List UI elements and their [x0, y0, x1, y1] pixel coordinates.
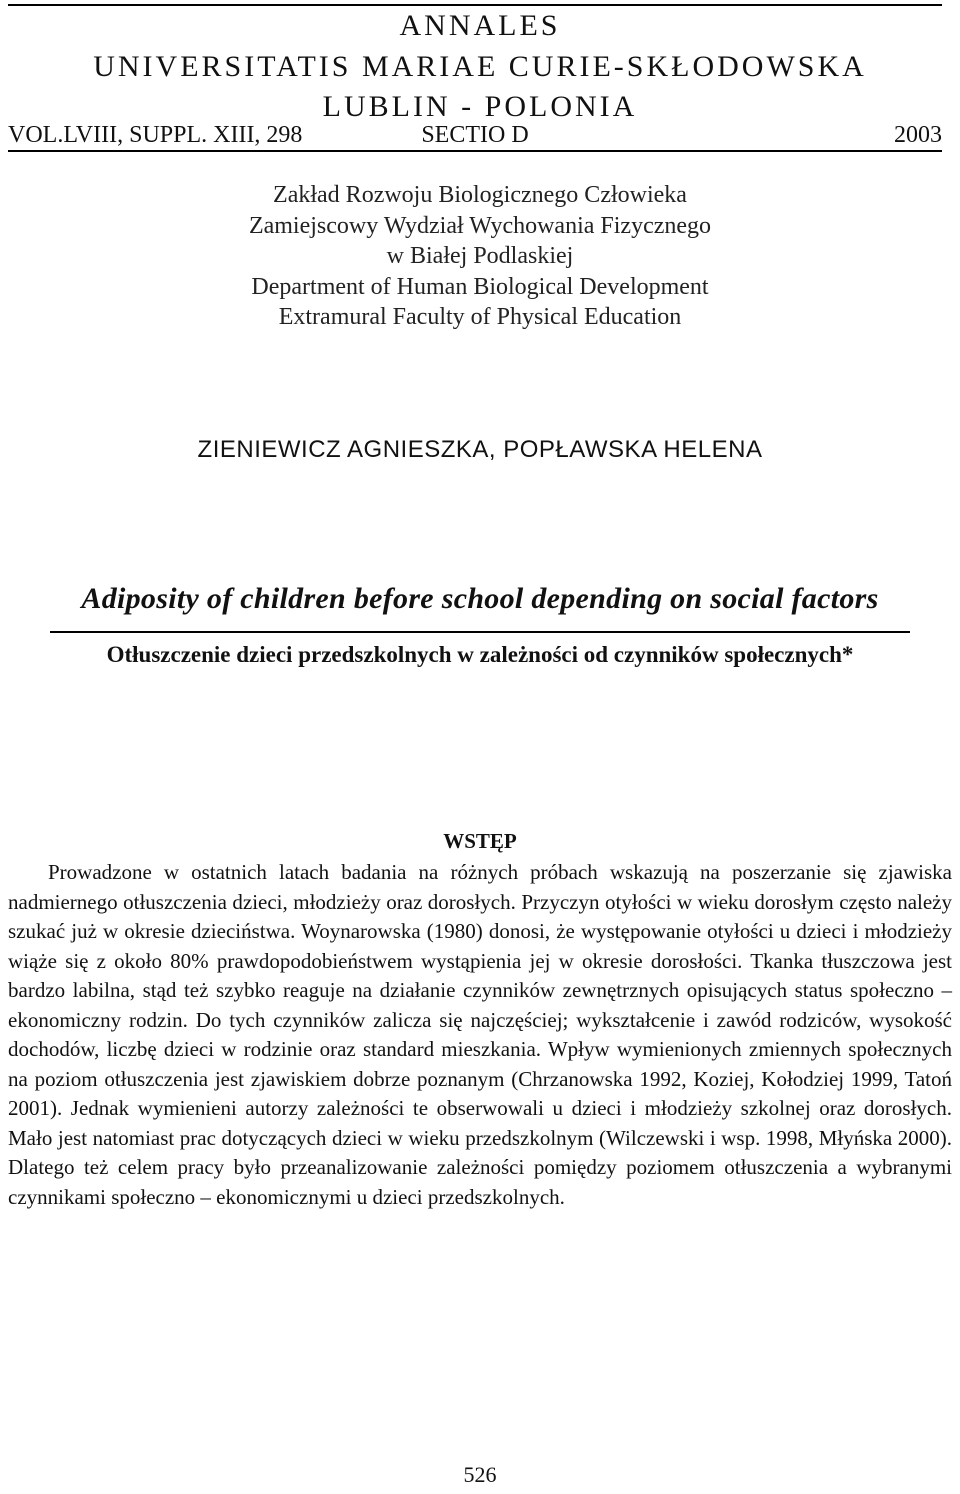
- title-english: Adiposity of children before school depending on social factors: [81, 582, 879, 615]
- affiliation-line: Zamiejscowy Wydział Wychowania Fizycznego: [248, 212, 712, 239]
- volume-line: [8, 122, 942, 152]
- section-heading: WSTĘP: [443, 829, 517, 853]
- header-rule: [8, 150, 942, 152]
- affiliation-line: Extramural Faculty of Physical Education: [278, 304, 682, 330]
- journal-volume: VOL.LVIII, SUPPL. XIII, 298: [8, 122, 303, 148]
- affiliation: [0, 180, 960, 333]
- authors: ZIENIEWICZ AGNIESZKA, POPŁAWSKA HELENA: [197, 436, 763, 463]
- page-number: 526: [463, 1462, 497, 1487]
- affiliation-line: Department of Human Biological Development: [251, 273, 709, 300]
- affiliation-line: w Białej Podlaskiej: [386, 243, 574, 269]
- top-rule: [8, 4, 942, 6]
- title-rule: [50, 631, 910, 633]
- body-paragraph: Prowadzone w ostatnich latach badania na różnych próbach wskazują na poszerzanie się zjawiska nadmiernego otłuszczenia dzieci, młodzieży oraz dorosłych. Przyczyn otyłości w wieku dorosłym często należy szukać już w okresie dzieciństwa. Woynarowska (1980) donosi, że występowanie otyłości u dzieci i młodzieży wiąże się z około 80% prawdopodobieństwem wystąpienia jej w okresie dorosłości. Tkanka tłuszczowa jest bardzo labilna, stąd też szybko reaguje na działanie czynników zewnętrznych opisujących status społeczno – ekonomiczny rodzin. Do tych czynników zalicza się najczęściej; wykształcenie i zawód rodziców, wysokość dochodów, liczbę dzieci w rodzinie oraz standard mieszkania. Wpływ wymienionych zmiennych społecznych na poziom otłuszczenia jest zjawiskiem dobrze poznanym (Chrzanowska 1992, Koziej, Kołodziej 1999, Tatoń 2001). Jednak wymienieni autorzy zależności te obserwowali u dzieci i młodzieży szkolnej oraz dorosłych. Mało jest natomiast prac dotyczących dzieci w wieku przedszkolnym (Wilczewski i wsp. 1998, Młyńska 2000). Dlatego też celem pracy było przeanalizowanie zależności pomiędzy poziomem otłuszczenia a wybranymi czynnikami społeczno – ekonomicznymi u dzieci przedszkolnych.: [8, 860, 952, 1209]
- journal-year: 2003: [894, 122, 942, 148]
- journal-title-line2: UNIVERSITATIS MARIAE CURIE-SKŁODOWSKA: [93, 50, 867, 83]
- title-polish: Otłuszczenie dzieci przedszkolnych w zależności od czynników społecznych*: [106, 642, 854, 667]
- journal-section: SECTIO D: [421, 122, 529, 148]
- journal-title-line3: LUBLIN - POLONIA: [322, 90, 638, 123]
- affiliation-line: Zakład Rozwoju Biologicznego Człowieka: [273, 182, 687, 208]
- journal-title-line1: ANNALES: [399, 9, 561, 42]
